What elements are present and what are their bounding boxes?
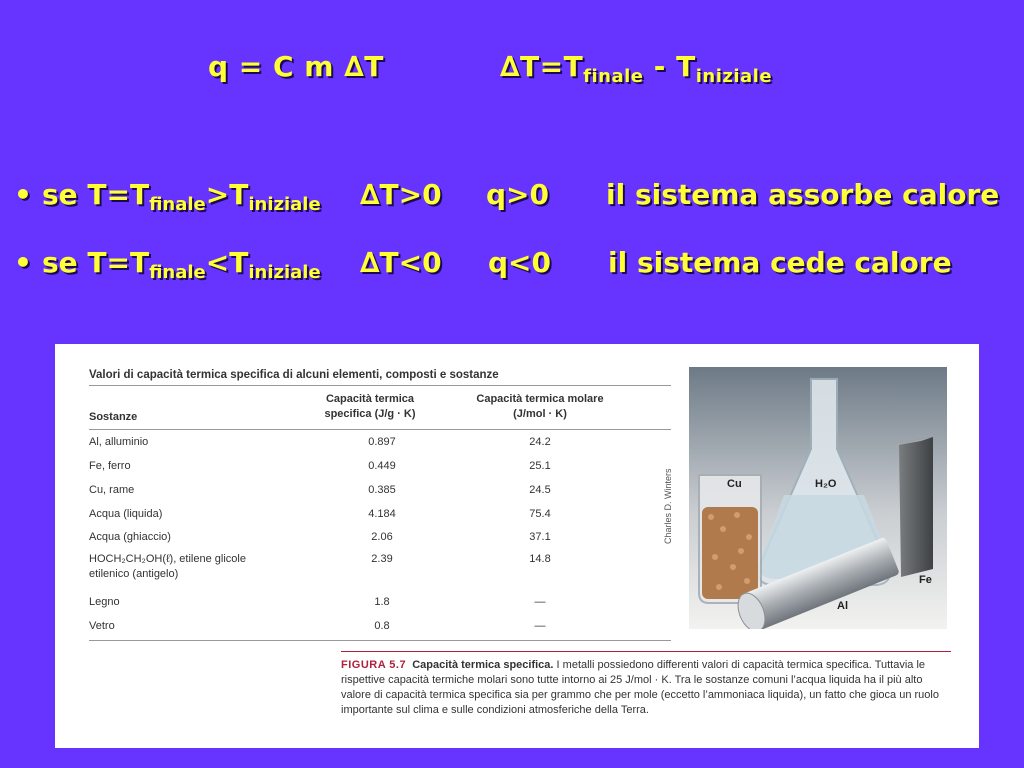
delta-t-minus: - T bbox=[643, 50, 696, 83]
bullet-releases bbox=[14, 246, 1024, 286]
condition-op: >T bbox=[205, 178, 249, 211]
table-cell-molar: 37.1 bbox=[529, 531, 551, 543]
materials-photo bbox=[689, 367, 947, 629]
subscript-iniziale: iniziale bbox=[248, 262, 321, 283]
table-cell-specific: 0.385 bbox=[368, 484, 396, 496]
bullet-dot: • bbox=[14, 246, 32, 279]
beaker-label: Cu bbox=[727, 478, 742, 490]
table-cell-specific: 0.8 bbox=[374, 620, 390, 632]
caption-figure-number: FIGURA 5.7 bbox=[341, 659, 407, 671]
header-molar-heat: Capacità termica molare (J/mol · K) bbox=[476, 393, 604, 420]
figure-caption bbox=[341, 658, 951, 718]
bullet-dot: • bbox=[14, 178, 32, 211]
copper-shot bbox=[702, 507, 758, 599]
condition-se: se T=T bbox=[42, 178, 150, 211]
q-sign: q<0 bbox=[488, 246, 551, 279]
condition bbox=[42, 178, 321, 215]
table-cell-specific: 4.184 bbox=[368, 508, 396, 520]
table-title: Valori di capacità termica specifica di alcuni elementi, composti e sostanze bbox=[89, 369, 499, 381]
table-cell-substance: Cu, rame bbox=[89, 484, 135, 496]
heat-formula: q = C m ∆T bbox=[208, 50, 384, 83]
aluminum-label: Al bbox=[837, 600, 848, 612]
subscript-finale: finale bbox=[149, 194, 206, 215]
condition-se: se T=T bbox=[42, 246, 150, 279]
table-cell-molar: 24.2 bbox=[529, 436, 551, 448]
iron-label: Fe bbox=[919, 574, 932, 586]
table-cell-substance: Acqua (liquida) bbox=[89, 508, 163, 520]
delta-sign: ∆T>0 bbox=[360, 178, 442, 211]
subscript-finale: finale bbox=[583, 66, 644, 87]
table-cell-substance: HOCH₂CH₂OH(ℓ), etilene glicole etilenico (antigelo) bbox=[89, 553, 246, 580]
table-cell-specific: 1.8 bbox=[374, 596, 390, 608]
table-cell-specific: 0.449 bbox=[368, 460, 396, 472]
delta-t-main: ∆T=T bbox=[500, 50, 584, 83]
delta-t-formula bbox=[500, 50, 773, 87]
table-top-rule bbox=[89, 385, 671, 386]
condition-op: <T bbox=[205, 246, 249, 279]
outcome-text: il sistema assorbe calore bbox=[606, 178, 1000, 211]
formula-line bbox=[0, 50, 1024, 94]
condition bbox=[42, 246, 321, 283]
table-cell-molar: 25.1 bbox=[529, 460, 551, 472]
caption-title: Capacità termica specifica. bbox=[412, 659, 554, 671]
subscript-iniziale: iniziale bbox=[695, 66, 773, 87]
caption-rule bbox=[341, 651, 951, 652]
table-cell-molar: — bbox=[534, 596, 546, 608]
table-cell-molar: 24.5 bbox=[529, 484, 551, 496]
bullet-absorbs bbox=[14, 178, 1024, 218]
table-cell-molar: 14.8 bbox=[529, 553, 551, 565]
subscript-finale: finale bbox=[149, 262, 206, 283]
header-substances: Sostanze bbox=[89, 411, 138, 423]
header-specific-heat: Capacità termica specifica (J/g · K) bbox=[324, 393, 416, 420]
subscript-iniziale: iniziale bbox=[248, 194, 321, 215]
photo-credit: Charles D. Winters bbox=[663, 468, 673, 544]
table-cell-substance: Vetro bbox=[89, 620, 115, 632]
table-cell-specific: 2.39 bbox=[371, 553, 393, 565]
table-bottom-rule bbox=[89, 640, 671, 641]
table-header-rule bbox=[89, 429, 671, 430]
delta-sign: ∆T<0 bbox=[360, 246, 442, 279]
table-cell-molar: 75.4 bbox=[529, 508, 551, 520]
caption-text: I metalli possiedono differenti valori di capacità termica specifica. Tuttavia le rispettive capacità termiche molari sono tutte intorno ai 25 J/mol · K. Tra le sostanze comuni l’acqua liquida ha il più alto valore di capacità termica specifica sia per grammo che per mole (eccetto l’ammoniaca liquida), un fatto che gioca un ruolo importante sul clima e sulle condizioni atmosferiche della Terra. bbox=[341, 659, 939, 716]
table-cell-specific: 0.897 bbox=[368, 436, 396, 448]
iron-block bbox=[899, 437, 933, 577]
q-sign: q>0 bbox=[486, 178, 549, 211]
table-cell-substance: Fe, ferro bbox=[89, 460, 131, 472]
outcome-text: il sistema cede calore bbox=[608, 246, 952, 279]
table-cell-substance: Acqua (ghiaccio) bbox=[89, 531, 171, 543]
flask-label: H₂O bbox=[815, 478, 837, 490]
table-cell-molar: — bbox=[534, 620, 546, 632]
table-cell-specific: 2.06 bbox=[371, 531, 393, 543]
table-cell-substance: Al, alluminio bbox=[89, 436, 149, 448]
table-cell-substance: Legno bbox=[89, 596, 120, 608]
figure-panel bbox=[55, 344, 979, 748]
